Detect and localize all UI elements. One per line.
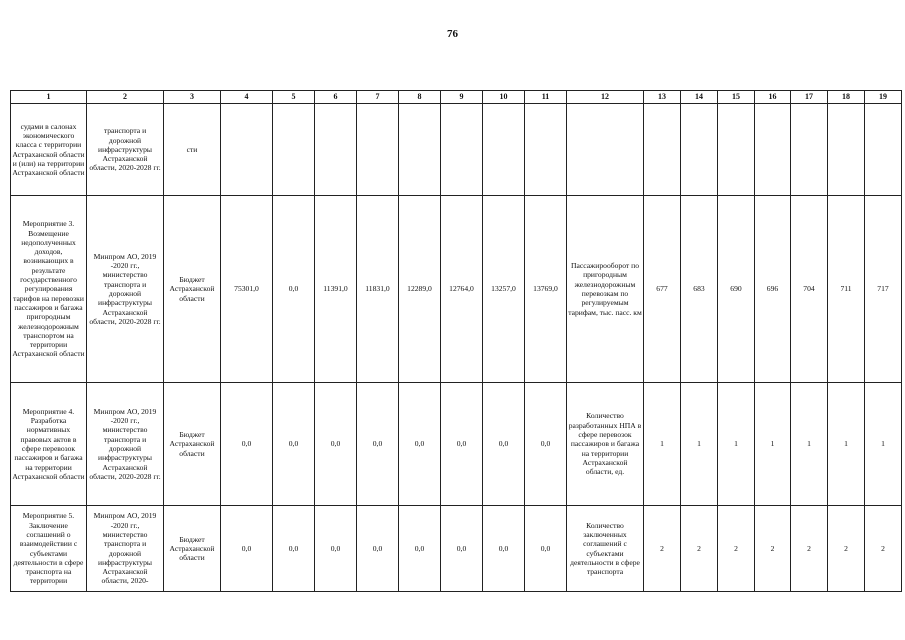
value-cell: 0,0: [273, 383, 315, 506]
value-cell: 11831,0: [357, 196, 399, 383]
target-cell: [718, 104, 755, 196]
value-cell: [525, 104, 567, 196]
column-header: 12: [567, 91, 644, 104]
value-cell: 13769,0: [525, 196, 567, 383]
value-cell: 0,0: [483, 506, 525, 592]
target-cell: 2: [791, 506, 828, 592]
value-cell: 0,0: [357, 506, 399, 592]
target-cell: 2: [828, 506, 865, 592]
value-cell: 0,0: [399, 506, 441, 592]
target-cell: 677: [644, 196, 681, 383]
target-cell: [791, 104, 828, 196]
value-cell: [357, 104, 399, 196]
value-cell: 0,0: [525, 506, 567, 592]
target-cell: 696: [755, 196, 791, 383]
indicator-cell: [567, 104, 644, 196]
value-cell: 0,0: [483, 383, 525, 506]
measure-cell: Мероприятие 5. Заключение соглашений о взаимодействии с субъектами деятельности в сфере транспорта на территории: [11, 506, 87, 592]
value-cell: 12764,0: [441, 196, 483, 383]
column-header: 9: [441, 91, 483, 104]
value-cell: 11391,0: [315, 196, 357, 383]
column-header: 14: [681, 91, 718, 104]
executor-cell: Минпром АО, 2019 -2020 гг., министерство транспорта и дорожной инфраструктуры Астраханской области, 2020-2028 гг.: [87, 196, 164, 383]
value-cell: [315, 104, 357, 196]
column-header: 2: [87, 91, 164, 104]
target-cell: 1: [718, 383, 755, 506]
target-cell: 2: [681, 506, 718, 592]
value-cell: 0,0: [525, 383, 567, 506]
target-cell: [681, 104, 718, 196]
indicator-cell: Пассажирооборот по пригородным железнодорожным перевозкам по регулируемым тарифам, тыс. пасс. км: [567, 196, 644, 383]
target-cell: [755, 104, 791, 196]
target-cell: 683: [681, 196, 718, 383]
value-cell: [483, 104, 525, 196]
column-header: 5: [273, 91, 315, 104]
value-cell: 0,0: [315, 383, 357, 506]
table-row: [11, 383, 902, 506]
executor-cell: Минпром АО, 2019 -2020 гг., министерство транспорта и дорожной инфраструктуры Астраханской области, 2020-: [87, 506, 164, 592]
column-header: 15: [718, 91, 755, 104]
column-header: 13: [644, 91, 681, 104]
value-cell: 0,0: [441, 506, 483, 592]
indicator-cell: Количество заключенных соглашений с субъектами деятельности в сфере транспорта: [567, 506, 644, 592]
target-cell: 1: [755, 383, 791, 506]
value-cell: 0,0: [221, 506, 273, 592]
measure-cell: Мероприятие 4. Разработка нормативных правовых актов в сфере перевозок пассажиров и багажа на территории Астраханской области: [11, 383, 87, 506]
target-cell: 690: [718, 196, 755, 383]
column-header: 19: [865, 91, 902, 104]
value-cell: [441, 104, 483, 196]
program-activities-table: [10, 90, 902, 592]
value-cell: 0,0: [441, 383, 483, 506]
value-cell: [273, 104, 315, 196]
column-header: 11: [525, 91, 567, 104]
column-header: 4: [221, 91, 273, 104]
target-cell: 2: [718, 506, 755, 592]
value-cell: 75301,0: [221, 196, 273, 383]
column-header: 10: [483, 91, 525, 104]
column-header: 16: [755, 91, 791, 104]
page-number: 76: [447, 28, 458, 40]
funding-source-cell: Бюджет Астраханской области: [164, 383, 221, 506]
target-cell: 1: [791, 383, 828, 506]
table-row: [11, 104, 902, 196]
column-header: 18: [828, 91, 865, 104]
column-header: 8: [399, 91, 441, 104]
value-cell: 13257,0: [483, 196, 525, 383]
value-cell: 0,0: [221, 383, 273, 506]
measure-cell: судами в салонах экономического класса с территории Астраханской области и (или) на территории Астраханской области: [11, 104, 87, 196]
value-cell: 12289,0: [399, 196, 441, 383]
value-cell: 0,0: [357, 383, 399, 506]
column-header: 3: [164, 91, 221, 104]
table-row: [11, 506, 902, 592]
value-cell: 0,0: [315, 506, 357, 592]
target-cell: 1: [828, 383, 865, 506]
target-cell: 1: [644, 383, 681, 506]
target-cell: 2: [865, 506, 902, 592]
value-cell: 0,0: [273, 506, 315, 592]
target-cell: [644, 104, 681, 196]
target-cell: 717: [865, 196, 902, 383]
column-header: 7: [357, 91, 399, 104]
column-header: 17: [791, 91, 828, 104]
target-cell: 2: [644, 506, 681, 592]
executor-cell: Минпром АО, 2019 -2020 гг., министерство транспорта и дорожной инфраструктуры Астраханской области, 2020-2028 гг.: [87, 383, 164, 506]
column-header: 1: [11, 91, 87, 104]
target-cell: [828, 104, 865, 196]
target-cell: 2: [755, 506, 791, 592]
table-row: [11, 196, 902, 383]
target-cell: [865, 104, 902, 196]
measure-cell: Мероприятие 3. Возмещение недополученных доходов, возникающих в результате государственного регулирования тарифов на перевозки пассажиров и багажа пригородным железнодорожным транспортом на территории Астраханской области: [11, 196, 87, 383]
value-cell: 0,0: [273, 196, 315, 383]
funding-source-cell: Бюджет Астраханской области: [164, 196, 221, 383]
column-number-row: [11, 91, 902, 104]
funding-source-cell: Бюджет Астраханской области: [164, 506, 221, 592]
value-cell: [221, 104, 273, 196]
value-cell: [399, 104, 441, 196]
indicator-cell: Количество разработанных НПА в сфере перевозок пассажиров и багажа на территории Астраханской области, ед.: [567, 383, 644, 506]
column-header: 6: [315, 91, 357, 104]
target-cell: 1: [681, 383, 718, 506]
funding-source-cell: сти: [164, 104, 221, 196]
executor-cell: транспорта и дорожной инфраструктуры Астраханской области, 2020-2028 гг.: [87, 104, 164, 196]
target-cell: 704: [791, 196, 828, 383]
target-cell: 1: [865, 383, 902, 506]
value-cell: 0,0: [399, 383, 441, 506]
target-cell: 711: [828, 196, 865, 383]
